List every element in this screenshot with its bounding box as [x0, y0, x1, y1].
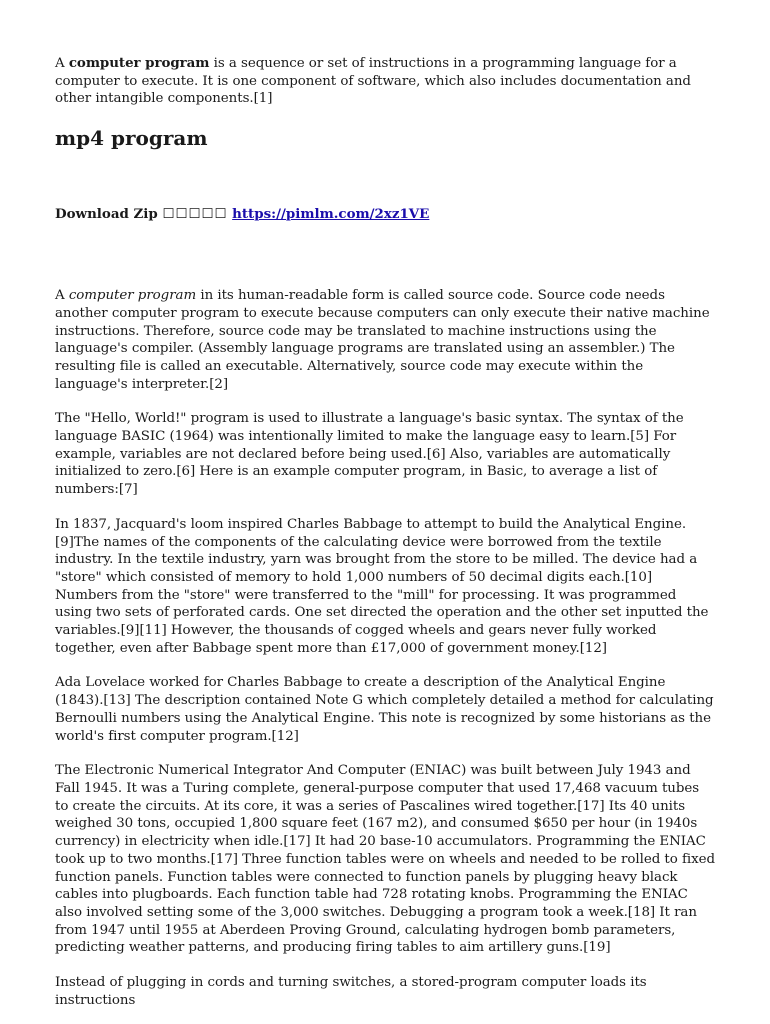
page-heading: mp4 program: [55, 126, 208, 151]
intro-prefix: A: [55, 56, 69, 71]
article-body: [55, 55, 715, 1024]
para1-term: computer program: [68, 288, 197, 304]
spacer: [55, 224, 715, 287]
paragraph-ada-lovelace: Ada Lovelace worked for Charles Babbage to create a description of the Analytical Engine (1843).[13] The description contained Note G which completely detailed a method for calculating Bernoulli numbers using the Analytical Engine. This note is recognized by some historians as the world's first computer program.[12]: [55, 675, 714, 744]
download-label: Download Zip: [55, 206, 158, 223]
paragraph-analytical-engine: In 1837, Jacquard's loom inspired Charles Babbage to attempt to build the Analytical Engine.[9]The names of the components of the calculating device were borrowed from the textile industry. In the textile industry, yarn was brought from the store to be milled. The device had a "store" which consisted of memory to hold 1,000 numbers of 50 decimal digits each.[10] Numbers from the "store" were transferred to the "mill" for processing. It was programmed using two sets of perforated cards. One set directed the operation and the other set inputted the variables.[9][11] However, the thousands of cogged wheels and gears never fully worked together, even after Babbage spent more than £17,000 of government money.[12]: [55, 516, 709, 656]
intro-term: computer program: [68, 55, 210, 71]
download-glyphs: ☐☐☐☐☐: [162, 207, 228, 223]
intro-paragraph: [55, 55, 715, 108]
paragraph-eniac: The Electronic Numerical Integrator And Computer (ENIAC) was built between July 1943 and Fall 1945. It was a Turing complete, general-purpose computer that used 17,468 vacuum tubes to create the circuits. At its core, it was a series of Pascalines wired together.[17] Its 40 units weighed 30 tons, occupied 1,800 square feet (167 m2), and consumed $650 per hour (in 1940s currency) in electricity when idle.[17] It had 20 base-10 accumulators. Programming the ENIAC took up to two months.[17] Three function tables were on wheels and needed to be rolled to fixed function panels. Function tables were connected to function panels by plugging heavy black cables into plugboards. Each function table had 728 rotating knobs. Programming the ENIAC also involved setting some of the 3,000 switches. Debugging a program took a week.[18] It ran from 1947 until 1955 at Aberdeen Proving Ground, calculating hydrogen bomb parameters, predicting weather patterns, and producing firing tables to aim artillery guns.[19]: [55, 763, 716, 956]
paragraph-stored-program: Instead of plugging in cords and turning switches, a stored-program computer loads its instructions: [55, 975, 647, 1008]
paragraph-hello-world: The "Hello, World!" program is used to illustrate a language's basic syntax. The syntax of the language BASIC (1964) was intentionally limited to make the language easy to learn.[5] For example, variables are not declared before being used.[6] Also, variables are automatically initialized to zero.[6] Here is an example computer program, in Basic, to average a list of numbers:[7]: [55, 411, 684, 498]
para1-text: in its human-readable form is called source code. Source code needs another computer program to execute because computers can only execute their native machine instructions. Therefore, source code may be translated to machine instructions using the language's compiler. (Assembly language programs are translated using an assembler.) The resulting file is called an executable. Alternatively, source code may execute within the language's interpreter.[2]: [55, 288, 710, 392]
download-line: [55, 205, 715, 224]
download-link[interactable]: https://pimlm.com/2xz1VE: [232, 206, 430, 223]
paragraph-source-code: [55, 287, 715, 393]
intro-text: is a sequence or set of instructions in a programming language for a computer to execute. It is one component of software, which also includes documentation and other intangible components.[1]: [55, 56, 691, 107]
para1-prefix: A: [55, 288, 69, 304]
